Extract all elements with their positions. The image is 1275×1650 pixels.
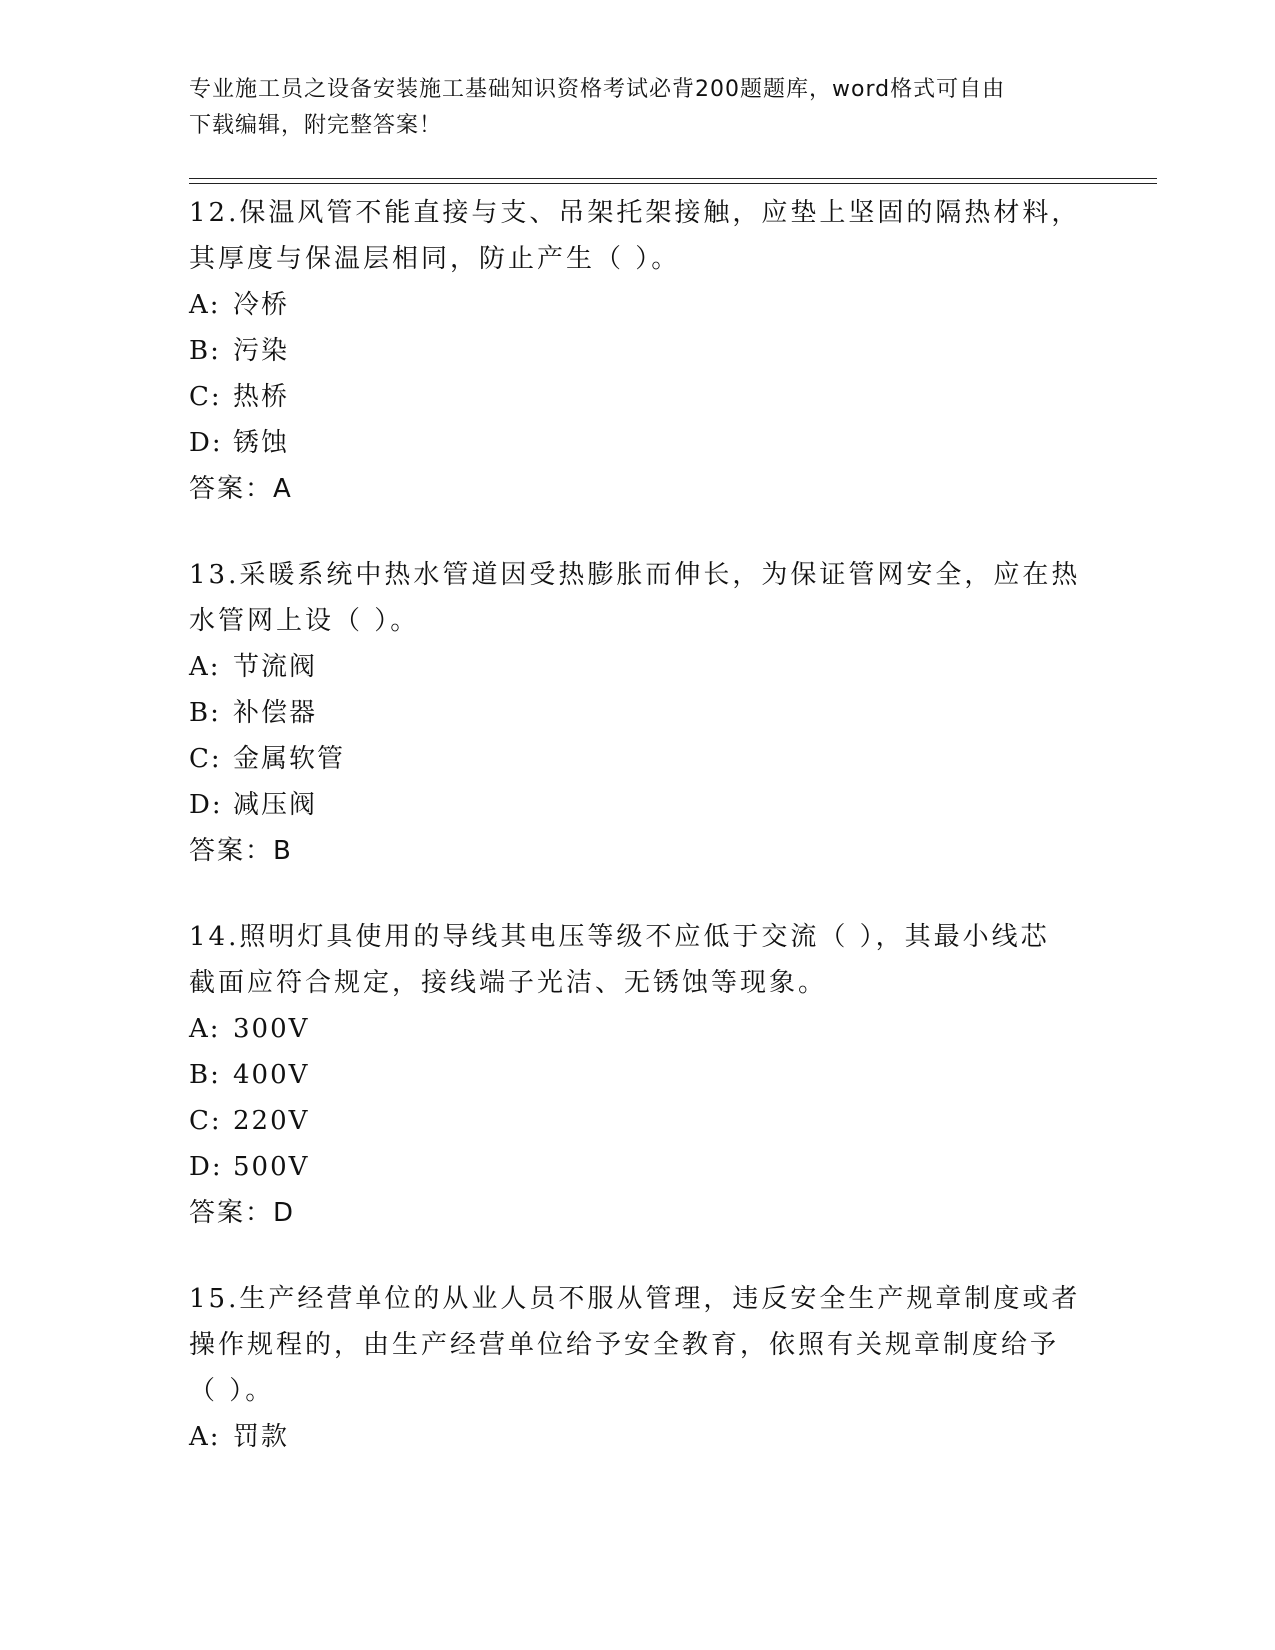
- option-text: 400V: [233, 1060, 310, 1090]
- option-a: [189, 282, 1089, 328]
- option-a: [189, 1414, 1089, 1460]
- question-12: [189, 190, 1089, 512]
- option-d: [189, 420, 1089, 466]
- option-text: 500V: [233, 1152, 310, 1182]
- option-letter: D:: [189, 1152, 223, 1182]
- option-a: [189, 644, 1089, 690]
- option-text: 罚款: [233, 1422, 290, 1452]
- option-c: [189, 736, 1089, 782]
- option-letter: A:: [189, 290, 221, 320]
- question-stem-line: 14.照明灯具使用的导线其电压等级不应低于交流（ ），其最小线芯: [189, 922, 1050, 952]
- option-a: [189, 1006, 1089, 1052]
- option-c: [189, 1098, 1089, 1144]
- option-letter: C:: [189, 382, 222, 412]
- question-stem-line: 操作规程的，由生产经营单位给予安全教育，依照有关规章制度给予: [189, 1330, 1060, 1360]
- option-text: 补偿器: [233, 698, 318, 728]
- header-line-2: 下载编辑，附完整答案！: [189, 113, 443, 138]
- option-letter: D:: [189, 790, 223, 820]
- option-b: [189, 328, 1089, 374]
- option-c: [189, 374, 1089, 420]
- question-stem-line: （ ）。: [189, 1376, 275, 1406]
- question-stem-line: 水管网上设（ ）。: [189, 606, 420, 636]
- answer-text: 答案：A: [189, 474, 293, 504]
- header-divider-bottom: [189, 183, 1157, 184]
- option-text: 锈蚀: [233, 428, 290, 458]
- option-letter: A:: [189, 1422, 221, 1452]
- option-b: [189, 690, 1089, 736]
- option-text: 300V: [233, 1014, 310, 1044]
- option-text: 减压阀: [233, 790, 318, 820]
- option-letter: A:: [189, 652, 221, 682]
- option-text: 220V: [233, 1106, 310, 1136]
- option-letter: B:: [189, 698, 221, 728]
- option-letter: C:: [189, 744, 222, 774]
- option-letter: D:: [189, 428, 223, 458]
- header-divider-top: [189, 178, 1157, 179]
- question-14: [189, 914, 1089, 1236]
- option-text: 冷桥: [233, 290, 290, 320]
- document-header: [189, 72, 1069, 144]
- option-d: [189, 782, 1089, 828]
- option-text: 污染: [233, 336, 290, 366]
- answer-text: 答案：B: [189, 836, 293, 866]
- option-text: 金属软管: [233, 744, 346, 774]
- option-d: [189, 1144, 1089, 1190]
- option-letter: B:: [189, 1060, 221, 1090]
- question-stem-line: 12.保温风管不能直接与支、吊架托架接触，应垫上坚固的隔热材料，: [189, 198, 1081, 228]
- question-stem-line: 15.生产经营单位的从业人员不服从管理，违反安全生产规章制度或者: [189, 1284, 1081, 1314]
- header-line-1: 专业施工员之设备安装施工基础知识资格考试必背200题题库，word格式可自由: [189, 77, 1006, 102]
- question-list: [189, 190, 1089, 1500]
- option-letter: B:: [189, 336, 221, 366]
- answer-text: 答案：D: [189, 1198, 296, 1228]
- option-b: [189, 1052, 1089, 1098]
- question-13: [189, 552, 1089, 874]
- question-stem-line: 其厚度与保温层相同，防止产生（ ）。: [189, 244, 681, 274]
- option-text: 热桥: [233, 382, 290, 412]
- option-letter: C:: [189, 1106, 222, 1136]
- question-stem-line: 截面应符合规定，接线端子光洁、无锈蚀等现象。: [189, 968, 828, 998]
- question-stem-line: 13.采暖系统中热水管道因受热膨胀而伸长，为保证管网安全，应在热: [189, 560, 1081, 590]
- option-text: 节流阀: [233, 652, 318, 682]
- option-letter: A:: [189, 1014, 221, 1044]
- question-15: [189, 1276, 1089, 1460]
